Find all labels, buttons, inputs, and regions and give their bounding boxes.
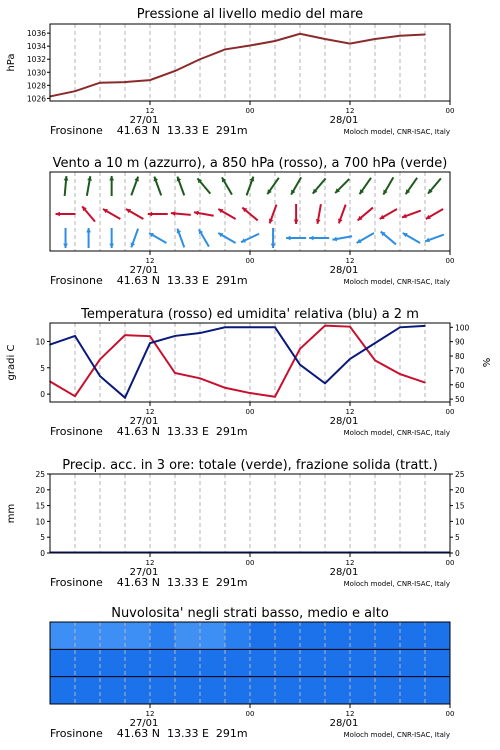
wind-arrow-850hPa [82,206,95,221]
temperature-line [50,326,425,397]
humidity-point [249,327,251,329]
wind-arrow-850hPa [358,208,373,221]
cloud-cell-basso [250,677,276,704]
chart-title: Nuvolosita' negli strati basso, medio e alto [111,606,389,621]
humidity-point [224,327,226,329]
wind-arrow-10m [109,228,114,248]
chart-title: Precip. acc. in 3 ore: totale (verde), frazione solida (tratt.) [62,458,438,473]
credit-label: Moloch model, CNR-ISAC, Italy [343,278,450,286]
wind-arrow-700hPa [360,178,371,194]
y-tick-label: 1030 [26,68,46,78]
pressure-line [50,34,425,97]
wind-arrow-700hPa [383,177,393,194]
cloud-cell-medio [300,649,326,676]
chart-title: Vento a 10 m (azzurro), a 850 hPa (rosso), a 700 hPa (verde) [52,156,448,171]
humidity-point [199,332,201,334]
cloud-cell-basso [50,677,76,704]
wind-arrow-10m [286,236,306,241]
pressure-point [399,35,401,37]
x-tick-label: 12 [345,559,355,567]
credit-label: Moloch model, CNR-ISAC, Italy [343,128,450,136]
wind-arrow-700hPa [131,177,139,196]
cloud-cell-medio [350,649,376,676]
humidity-point [174,335,176,337]
humidity-point [399,327,401,329]
location-label: Frosinone 41.63 N 13.33 E 291m [50,425,248,438]
credit-label: Moloch model, CNR-ISAC, Italy [343,580,450,588]
cloud-cell-alto [325,622,351,649]
cloud-cell-medio [100,649,126,676]
y-tick-label-right: 100 [455,323,470,333]
cloud-cell-medio [150,649,176,676]
wind-arrow-head [86,228,91,232]
pressure-point [149,79,151,81]
y-tick-label-right: 20 [455,485,465,495]
temperature-point [174,372,176,374]
wind-arrow-10m [63,228,68,248]
cloud-cell-basso [325,677,351,704]
y-tick-label-right: 90 [455,337,465,347]
location-label: Frosinone 41.63 N 13.33 E 291m [50,124,248,137]
y-axis-label: gradi C [6,344,17,381]
cloud-cell-medio [200,649,226,676]
wind-arrow-850hPa [338,205,346,224]
x-tick-label: 12 [145,710,155,718]
wind-arrow-700hPa [64,176,69,196]
pressure-point [374,38,376,40]
humidity-point [99,375,101,377]
humidity-point [324,383,326,385]
cloud-cell-medio [125,649,151,676]
wind-arrow-700hPa [87,176,92,196]
plot-frame [50,323,450,402]
wind-arrow-10m [425,235,444,243]
temperature-point [74,395,76,397]
date-label: 28/01 [329,265,359,276]
y-tick-label: 25 [35,470,45,479]
cloud-cell-alto [125,622,151,649]
x-tick-label: 00 [445,408,455,416]
y-tick-label-right: 0 [455,549,460,558]
cloud-cell-basso [300,677,326,704]
temperature-point [224,387,226,389]
humidity-point [124,397,126,399]
cloud-cell-alto [400,622,426,649]
cloud-cell-medio [75,649,101,676]
cloud-cell-medio [425,649,451,676]
cloud-cell-basso [350,677,376,704]
cloud-cell-alto [375,622,401,649]
pressure-point [74,90,76,92]
temperature-point [399,373,401,375]
x-tick-label: 00 [245,257,255,265]
cloud-cell-basso [425,677,451,704]
wind-arrow-700hPa [197,178,210,193]
x-tick-label: 12 [345,107,355,115]
wind-arrow-10m [381,232,396,245]
pressure-point [349,43,351,45]
y-tick-label-right: 25 [455,470,465,479]
y-tick-label-right: 60 [455,380,465,390]
wind-arrow-head [294,220,299,224]
x-tick-label: 12 [145,559,155,567]
cloud-cell-medio [225,649,251,676]
wind-arrow-850hPa [171,211,191,216]
wind-arrow-head [56,212,60,217]
x-tick-label: 12 [345,710,355,718]
wind-arrow-700hPa [177,177,185,196]
wind-arrow-10m [177,229,185,248]
x-tick-label: 12 [345,408,355,416]
y-axis-label-right: % [482,357,493,368]
pressure-point [174,70,176,72]
wind-arrow-700hPa [222,177,232,194]
y-tick-label: 0 [40,549,45,558]
temperature-point [324,325,326,327]
location-label: Frosinone 41.63 N 13.33 E 291m [50,727,248,740]
wind-arrow-10m [131,229,139,248]
cloud-cell-basso [400,677,426,704]
x-tick-label: 00 [445,710,455,718]
wind-arrow-850hPa [148,212,168,217]
y-tick-label: 0 [40,390,45,400]
x-tick-label: 00 [245,559,255,567]
date-label: 27/01 [129,567,159,578]
wind-arrow-850hPa [126,209,143,219]
date-label: 28/01 [329,115,359,126]
y-tick-label: 10 [35,337,45,347]
pressure-point [249,45,251,47]
pressure-point [199,58,201,60]
wind-arrow-700hPa [428,178,441,193]
location-label: Frosinone 41.63 N 13.33 E 291m [50,274,248,287]
wind-arrow-850hPa [218,209,235,219]
wind-arrow-700hPa [267,178,278,194]
pressure-point [324,38,326,40]
date-label: 27/01 [129,265,159,276]
wind-arrow-850hPa [194,211,214,216]
temperature-point [374,360,376,362]
location-label: Frosinone 41.63 N 13.33 E 291m [50,576,248,589]
temperature-point [274,396,276,398]
pressure-point [124,81,126,83]
credit-label: Moloch model, CNR-ISAC, Italy [343,429,450,437]
y-tick-label-right: 70 [455,366,465,376]
wind-arrow-700hPa [247,177,255,196]
wind-arrow-10m [357,233,374,243]
humidity-line [50,326,425,398]
cloud-cell-basso [275,677,301,704]
wind-arrow-10m [403,233,420,243]
wind-arrow-head [63,244,68,248]
y-tick-label-right: 80 [455,352,465,362]
cloud-cell-alto [225,622,251,649]
y-tick-label: 5 [40,363,45,373]
date-label: 28/01 [329,718,359,729]
cloud-cell-basso [175,677,201,704]
cloud-cell-alto [75,622,101,649]
cloud-cell-alto [200,622,226,649]
y-tick-label-right: 10 [455,517,465,527]
y-tick-label: 15 [35,501,45,511]
cloud-cell-medio [375,649,401,676]
cloud-cell-alto [350,622,376,649]
wind-arrow-700hPa [335,179,349,193]
cloud-cell-basso [200,677,226,704]
y-tick-label: 1026 [26,94,46,104]
wind-arrow-head [171,211,176,216]
wind-arrow-850hPa [380,209,397,219]
wind-arrow-head [286,236,290,241]
wind-arrow-850hPa [402,211,421,219]
cloud-cell-alto [425,622,451,649]
temperature-point [199,378,201,380]
cloud-cell-medio [250,649,276,676]
temperature-point [349,326,351,328]
y-axis-label: hPa [6,53,17,72]
chart-title: Pressione al livello medio del mare [136,7,364,22]
cloud-cell-alto [300,622,326,649]
humidity-point [349,358,351,360]
temperature-point [424,382,426,384]
humidity-point [149,342,151,344]
cloud-cell-alto [250,622,276,649]
y-tick-label: 1034 [26,42,46,52]
humidity-point [424,325,426,327]
cloud-cell-basso [375,677,401,704]
date-label: 28/01 [329,567,359,578]
y-tick-label-right: 15 [455,501,465,511]
cloud-cell-medio [400,649,426,676]
cloud-cell-alto [175,622,201,649]
y-tick-label: 20 [35,485,45,495]
wind-arrow-700hPa [154,177,162,196]
x-tick-label: 00 [445,559,455,567]
wind-arrow-10m [309,236,329,241]
date-label: 27/01 [129,115,159,126]
pressure-point [99,82,101,84]
wind-arrow-850hPa [103,209,120,219]
wind-arrow-850hPa [294,204,299,224]
plot-frame [50,474,450,553]
x-tick-label: 00 [445,107,455,115]
cloud-cell-basso [150,677,176,704]
wind-arrow-850hPa [426,209,443,219]
cloud-cell-basso [75,677,101,704]
wind-arrow-head [109,244,114,248]
x-tick-label: 00 [245,710,255,718]
wind-arrow-head [109,176,114,180]
cloud-cell-alto [150,622,176,649]
temperature-point [299,348,301,350]
wind-arrow-850hPa [316,204,321,224]
y-tick-label: 10 [35,517,45,527]
cloud-cell-basso [100,677,126,704]
temperature-point [99,359,101,361]
y-tick-label: 1032 [26,55,46,65]
temperature-point [149,335,151,337]
pressure-point [224,49,226,51]
y-tick-label-right: 5 [455,533,460,543]
y-tick-label-right: 50 [455,395,465,405]
wind-arrow-850hPa [56,212,76,217]
chart-title: Temperatura (rosso) ed umidita' relativa (blu) a 2 m [81,307,419,322]
wind-arrow-head [309,236,313,241]
y-tick-label: 1028 [26,81,46,91]
date-label: 27/01 [129,718,159,729]
y-axis-label: mm [6,503,17,524]
cloud-cell-medio [50,649,76,676]
wind-arrow-10m [86,228,91,248]
x-tick-label: 12 [145,257,155,265]
cloud-cell-basso [125,677,151,704]
wind-arrow-10m [218,233,235,243]
date-label: 28/01 [329,416,359,427]
y-tick-label: 5 [40,533,45,543]
credit-label: Moloch model, CNR-ISAC, Italy [343,731,450,739]
wind-arrow-700hPa [406,178,417,194]
x-tick-label: 12 [145,107,155,115]
wind-arrow-head [64,176,69,181]
wind-arrow-700hPa [313,178,326,193]
x-tick-label: 00 [245,408,255,416]
humidity-point [274,327,276,329]
cloud-cell-basso [225,677,251,704]
x-tick-label: 00 [445,257,455,265]
cloud-cell-medio [275,649,301,676]
humidity-point [299,364,301,366]
cloud-cell-alto [50,622,76,649]
temperature-point [249,392,251,394]
cloud-cell-medio [325,649,351,676]
y-tick-label: 1036 [26,29,46,39]
x-tick-label: 12 [145,408,155,416]
wind-arrow-700hPa [109,176,114,196]
humidity-point [74,335,76,337]
temperature-point [124,334,126,336]
wind-arrow-10m [332,236,352,241]
x-tick-label: 00 [245,107,255,115]
cloud-cell-alto [275,622,301,649]
x-tick-label: 12 [345,257,355,265]
cloud-cell-medio [175,649,201,676]
pressure-point [424,34,426,36]
pressure-point [274,40,276,42]
cloud-cell-alto [100,622,126,649]
pressure-point [299,33,301,35]
date-label: 27/01 [129,416,159,427]
wind-arrow-10m [149,233,166,243]
humidity-point [374,342,376,344]
